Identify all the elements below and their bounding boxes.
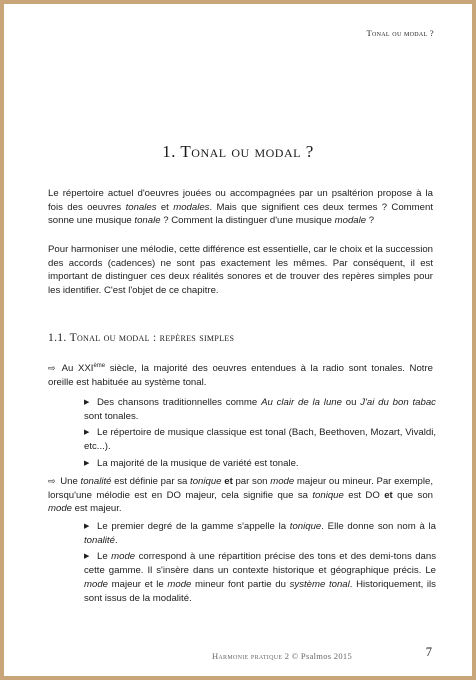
list-item: ▶ Le premier degré de la gamme s'appelle la tonique. Elle donne son nom à la tonalité. — [84, 521, 436, 546]
bullet-triangle-icon: ▶ — [84, 523, 90, 530]
block1-bullets — [84, 396, 436, 474]
list-item: ▶ La majorité de la musique de variété est tonale. — [84, 457, 299, 469]
running-head: Tonal ou modal ? — [366, 28, 434, 38]
block2-lead: ⇨ Une tonalité est définie par sa tonique et par son mode majeur ou mineur. Par exemple, lorsqu'une mélodie est en DO majeur, cela signifie que sa tonique est DO et que son mode est majeur. — [48, 476, 433, 515]
intro-paragraph-1: Le répertoire actuel d'oeuvres jouées ou accompagnées par un psaltérion propose à la fois des oeuvres tonales et modales. Mais que signifient ces deux termes ? Comment sonne une musique tonale ? Comment la distinguer d'une musique modale ? — [48, 188, 433, 227]
footer-book-title: Harmonie pratique 2 — [211, 651, 290, 661]
intro-paragraph-2: Pour harmoniser une mélodie, cette différence est essentielle, car le choix et la succession des accords (cadences) ne sont pas exactement les mêmes. Par conséquent, il est important de distinguer ces deux réalités sonores et de trouver des repères simples pour les identifier. C'est l'objet de ce chapitre. — [48, 244, 433, 297]
footer-copyright: © Psalmos 2015 — [291, 651, 352, 661]
arrow-right-icon: ⇨ — [48, 476, 56, 486]
chapter-title: 1. Tonal ou modal ? — [162, 142, 314, 161]
page-footer — [212, 651, 352, 661]
list-item: ▶ Des chansons traditionnelles comme Au clair de la lune ou J'ai du bon tabac sont tonales. — [84, 397, 436, 422]
list-item: ▶ Le répertoire de musique classique est tonal (Bach, Beethoven, Mozart, Vivaldi, etc...). — [84, 427, 436, 453]
section-title: 1.1. Tonal ou modal : repères simples — [48, 331, 235, 344]
list-item: ▶ Le mode correspond à une répartition précise des tons et des demi-tons dans cette gamme. Il s'insère dans un contexte historique et géographique précis. Le mode majeur et le mode mineur font partie du système tonal. Historiquement, ils sont issus de la modalité. — [84, 551, 436, 604]
block2-bullets — [84, 520, 436, 608]
bullet-triangle-icon: ▶ — [84, 399, 90, 406]
page-number: 7 — [425, 645, 432, 659]
block1-lead: ⇨ Au XXIème siècle, la majorité des oeuvres entendues à la radio sont tonales. Notre oreille est habituée au système tonal. — [48, 363, 434, 388]
bullet-triangle-icon: ▶ — [84, 459, 90, 467]
document-page — [4, 4, 472, 676]
bullet-triangle-icon: ▶ — [84, 553, 90, 561]
bullet-triangle-icon: ▶ — [84, 429, 90, 437]
arrow-right-icon: ⇨ — [48, 363, 56, 374]
